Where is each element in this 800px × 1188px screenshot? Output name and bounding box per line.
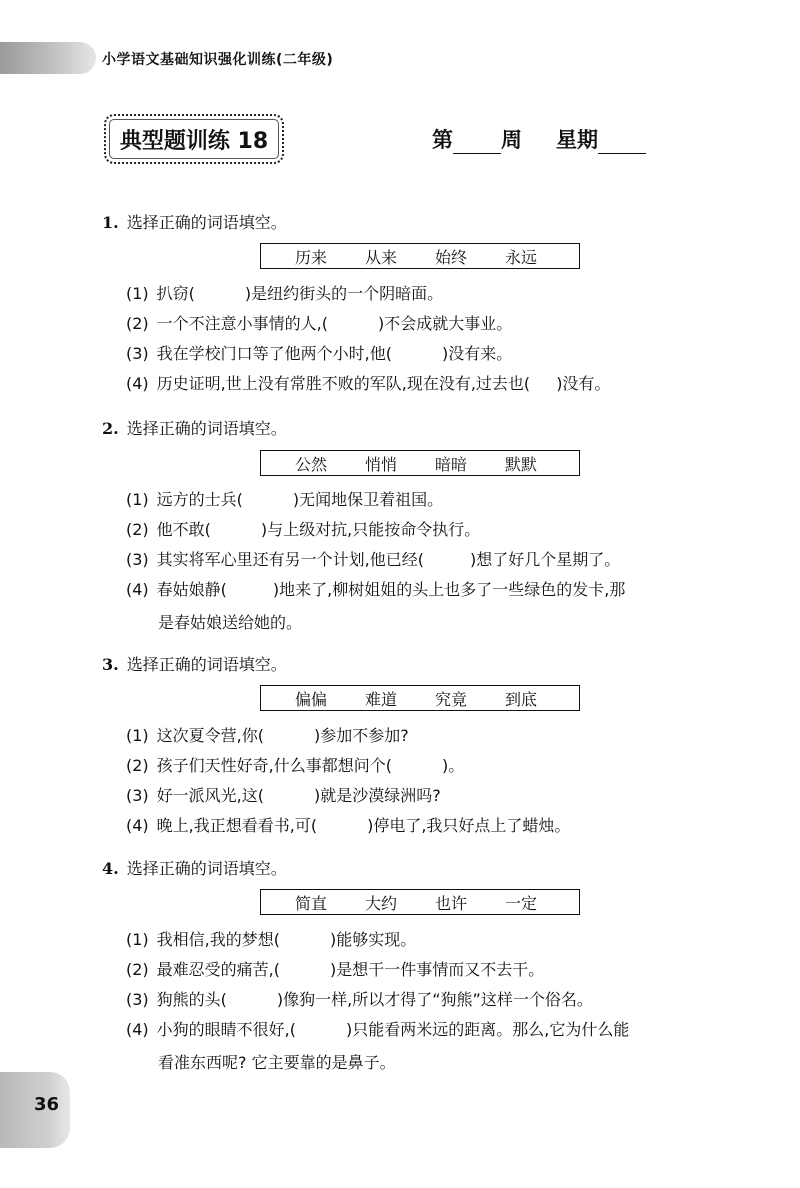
word-option: 大约 bbox=[365, 893, 398, 913]
word-option: 简直 bbox=[295, 893, 328, 913]
question-1-item-3: (3) 我在学校门口等了他两个小时,他( )没有来。 bbox=[126, 344, 513, 363]
week-blank[interactable] bbox=[453, 127, 501, 154]
word-option: 始终 bbox=[435, 247, 468, 267]
word-option: 暗暗 bbox=[435, 454, 468, 474]
question-2-item-1: (1) 远方的士兵( )无闻地保卫着祖国。 bbox=[126, 490, 444, 509]
question-1-item-4: (4) 历史证明,世上没有常胜不败的军队,现在没有,过去也( )没有。 bbox=[126, 374, 611, 393]
week-field bbox=[432, 124, 646, 154]
question-3-item-4: (4) 晚上,我正想看看书,可( )停电了,我只好点上了蜡烛。 bbox=[126, 816, 571, 835]
section-title: 典型题训练 18 bbox=[104, 114, 284, 164]
word-option: 偏偏 bbox=[295, 689, 328, 709]
question-1-heading: 1. 选择正确的词语填空。 bbox=[102, 213, 287, 232]
word-option: 公然 bbox=[295, 454, 328, 474]
question-4-item-4: (4) 小狗的眼睛不很好,( )只能看两米远的距离。那么,它为什么能 bbox=[126, 1020, 630, 1039]
week-unit: 周 bbox=[501, 127, 522, 152]
question-3-item-3: (3) 好一派风光,这( )就是沙漠绿洲吗? bbox=[126, 786, 441, 805]
question-3-word-box bbox=[260, 685, 580, 711]
question-2-item-4-continuation: 是春姑娘送给她的。 bbox=[158, 613, 303, 632]
weekday-blank[interactable] bbox=[598, 127, 646, 154]
question-4-word-box bbox=[260, 889, 580, 915]
word-option: 到底 bbox=[505, 689, 538, 709]
word-option: 也许 bbox=[435, 893, 468, 913]
question-2-item-3: (3) 其实将军心里还有另一个计划,他已经( )想了好几个星期了。 bbox=[126, 550, 621, 569]
word-option: 一定 bbox=[505, 893, 538, 913]
question-1-word-box bbox=[260, 243, 580, 269]
question-2-heading: 2. 选择正确的词语填空。 bbox=[102, 419, 287, 438]
week-label: 第 bbox=[432, 127, 453, 152]
word-option: 究竟 bbox=[435, 689, 468, 709]
weekday-label: 星期 bbox=[556, 127, 598, 152]
question-4-item-1: (1) 我相信,我的梦想( )能够实现。 bbox=[126, 930, 417, 949]
header-band bbox=[0, 42, 96, 74]
question-4-item-2: (2) 最难忍受的痛苦,( )是想干一件事情而又不去干。 bbox=[126, 960, 545, 979]
book-title: 小学语文基础知识强化训练(二年级) bbox=[102, 52, 334, 68]
word-option: 永远 bbox=[505, 247, 538, 267]
question-4-item-4-continuation: 看准东西呢? 它主要靠的是鼻子。 bbox=[158, 1053, 396, 1072]
question-2-word-box bbox=[260, 450, 580, 476]
question-2-item-4: (4) 春姑娘静( )地来了,柳树姐姐的头上也多了一些绿色的发卡,那 bbox=[126, 580, 626, 599]
question-1-item-1: (1) 扒窃( )是纽约街头的一个阴暗面。 bbox=[126, 284, 444, 303]
question-1-item-2: (2) 一个不注意小事情的人,( )不会成就大事业。 bbox=[126, 314, 513, 333]
page-number: 36 bbox=[34, 1094, 60, 1115]
word-option: 从来 bbox=[365, 247, 398, 267]
word-option: 默默 bbox=[505, 454, 538, 474]
word-option: 难道 bbox=[365, 689, 398, 709]
question-4-item-3: (3) 狗熊的头( )像狗一样,所以才得了“狗熊”这样一个俗名。 bbox=[126, 990, 593, 1009]
word-option: 历来 bbox=[295, 247, 328, 267]
question-2-item-2: (2) 他不敢( )与上级对抗,只能按命令执行。 bbox=[126, 520, 481, 539]
question-3-heading: 3. 选择正确的词语填空。 bbox=[102, 655, 287, 674]
question-3-item-1: (1) 这次夏令营,你( )参加不参加? bbox=[126, 726, 409, 745]
word-option: 悄悄 bbox=[365, 454, 398, 474]
question-4-heading: 4. 选择正确的词语填空。 bbox=[102, 859, 287, 878]
question-3-item-2: (2) 孩子们天性好奇,什么事都想问个( )。 bbox=[126, 756, 465, 775]
